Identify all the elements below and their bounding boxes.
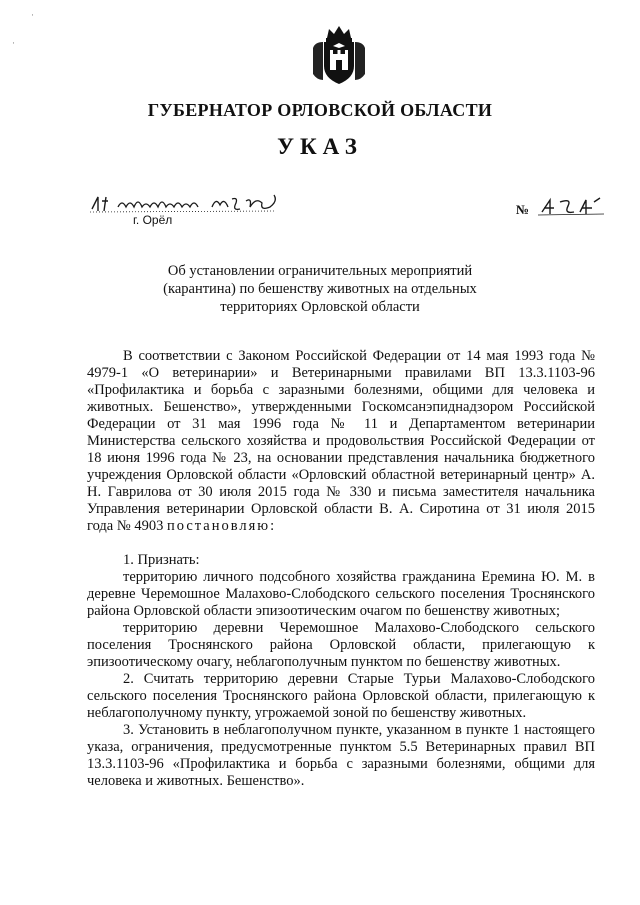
preamble-paragraph xyxy=(87,348,595,535)
subject-line: Об установлении ограничительных мероприятий xyxy=(167,263,473,279)
subject-line: территориях Орловской области xyxy=(220,299,420,315)
handwritten-number xyxy=(538,196,604,218)
number-label: № xyxy=(516,202,530,217)
item-1-a: территорию личного подсобного хозяйства гражданина Еремина Ю. М. в деревне Черемошное Малахово-Слободского сельского поселения Троснянского района Орловской области эпизоотическим очагом по бешенству животных; xyxy=(87,569,595,619)
item-2: 2. Считать территорию деревни Старые Турьи Малахово-Слободского сельского поселения Троснянского района Орловской области, прилегающую к неблагополучному пункту, угрожаемой зоной по бешенству животных. xyxy=(87,671,595,721)
coat-of-arms-icon xyxy=(309,24,369,86)
decree-body xyxy=(87,348,595,790)
scan-mark: · xyxy=(31,10,34,20)
item-1-b: территорию деревни Черемошное Малахово-Слободского сельского поселения Троснянского района Орловской области, прилегающую к эпизоотическому очагу, неблагополучным пунктом по бешенству животных. xyxy=(87,620,595,670)
item-3: 3. Установить в неблагополучном пункте, указанном в пункте 1 настоящего указа, ограничения, предусмотренные пунктом 5.5 Ветеринарных правил ВП 13.3.1103-96 «Профилактика и борьба с заразными болезнями, общими для человека и животных. Бешенство». xyxy=(87,722,595,789)
subject-line: (карантина) по бешенству животных на отдельных xyxy=(163,281,477,297)
scan-mark: · xyxy=(12,38,15,48)
governor-title: ГУБЕРНАТОР ОРЛОВСКОЙ ОБЛАСТИ xyxy=(147,100,493,120)
document-type: УКАЗ xyxy=(277,134,363,159)
decree-word: постановляю: xyxy=(166,518,277,534)
item-1-title: 1. Признать: xyxy=(123,552,200,568)
decree-subject xyxy=(120,262,520,316)
preamble-text: В соответствии с Законом Российской Федерации от 14 мая 1993 года № 4979-1 «О ветеринарии» и Ветеринарными правилами ВП 13.3.1103-96 «Профилактика и борьба с заразными болезнями, общими для человека и животных. Бешенство», утвержденными Госкомсанэпиднадзором Российской Федерации от 31 мая 1996 года № 11 и Департаментом ветеринарии Министерства сельского хозяйства и продовольствия Российской Федерации от 18 июня 1996 года № 23, на основании представления начальника бюджетного учреждения Орловской области «Орловский областной ветеринарный центр» А. Н. Гаврилова от 30 июля 2015 года № 330 и письма заместителя начальника Управления ветеринарии Орловской области В. А. Сиротина от 31 июля 2015 года № 4903 xyxy=(87,348,595,534)
handwritten-date xyxy=(90,189,280,215)
place-of-signing: г. Орёл xyxy=(133,213,173,227)
decree-number xyxy=(516,196,606,226)
